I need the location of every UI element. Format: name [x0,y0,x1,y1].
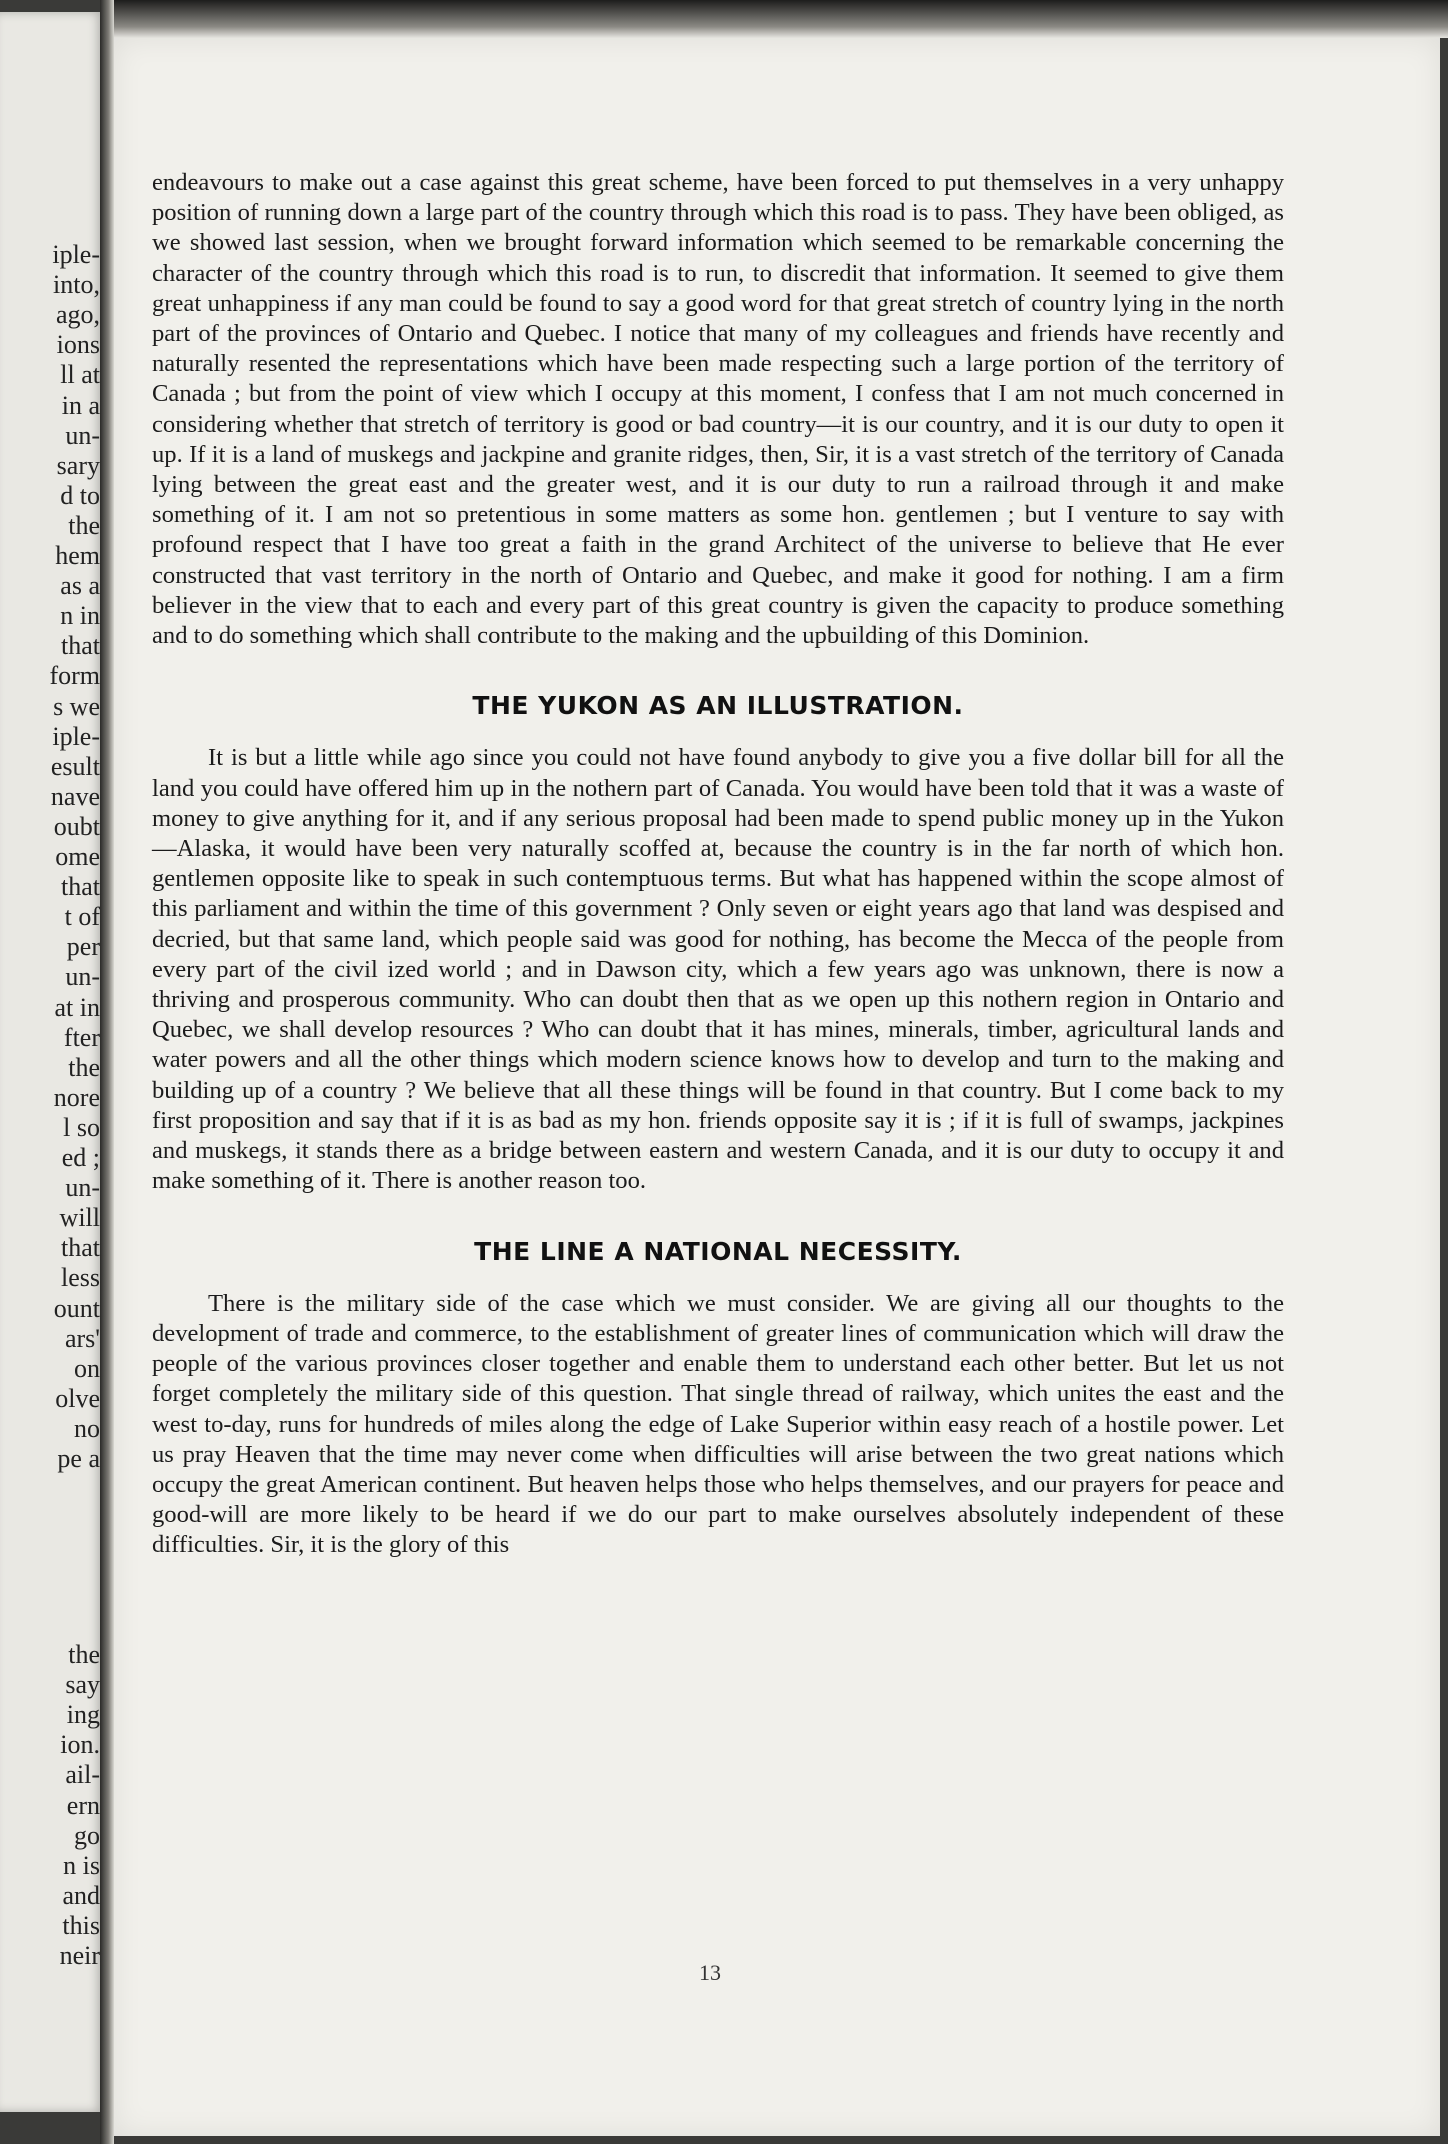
facing-page-fragment: l so [63,1112,100,1142]
facing-page-fragment: less [61,1263,100,1293]
facing-page-fragment: iple- [52,721,100,751]
facing-page-fragment: the [68,1052,100,1082]
facing-page-fragment: form [49,661,100,691]
page-top-edge [100,0,1448,38]
facing-page-fragment: that [61,872,100,902]
facing-page-fragment: ed ; [61,1143,100,1172]
facing-page-fragment: oubt [53,811,100,841]
facing-page-fragment: neir [59,1941,100,1970]
facing-page-fragment: n in [60,601,100,631]
facing-page-fragment: as a [60,571,100,601]
facing-page-fragment: un- [65,962,100,992]
facing-page-fragment: ion. [60,1730,100,1760]
facing-page-fragment: no [74,1413,100,1443]
facing-page-fragment: on [74,1353,100,1383]
facing-page-fragment: the [68,1640,100,1669]
facing-page-fragment: olve [55,1383,100,1413]
facing-page-fragment: nave [50,781,100,811]
facing-page-fragment: that [61,631,100,661]
page-number: 13 [699,1960,721,1985]
facing-page-fragment: ions [56,330,100,360]
facing-page-fragment: sary [56,450,100,480]
facing-page-fragment: this [62,1910,100,1940]
facing-page-fragment: hem [55,541,100,570]
facing-page-fragment: in a [61,390,100,420]
paragraph: endeavours to make out a case against this great scheme, have been forced to put themselves in a very unhappy position of running down a large part of the country through which this road is to pass. They have been obliged, as we showed last session, when we brought forward information which seemed to be remarkable concerning the character of the country through which this road is to run, to discredit that information. It seemed to give them great unhappiness if any man could be found to say a good word for that great stretch of country lying in the north part of the provinces of Ontario and Quebec. I notice that many of my colleagues and friends have recently and naturally resented the representations which have been made respecting such a large portion of the territory of Canada ; but from the point of view which I occupy at this moment, I confess that I am not much concerned in considering whether that stretch of territory is good or bad country—it is our country, and it is our duty to open it up. If it is a land of muskegs and jackpine and granite ridges, then, Sir, it is a vast stretch of the territory of Canada lying between the great east and the greater west, and it is our duty to run a railroad through it and make something of it. I am not so pretentious in some matters as some hon. gentlemen ; but I venture to say with profound respect that I have too great a faith in the grand Architect of the universe to believe that He ever constructed that vast territory in the north of Ontario and Quebec, and make it good for nothing. I am a firm believer in the view that to each and every part of this great country is given the capacity to produce something and to do something which shall contribute to the making and the upbuilding of this Dominion. [152,169,1284,650]
facing-page-fragment: will [59,1203,100,1233]
facing-page-fragment: nore [53,1082,100,1112]
facing-page-fragment: ing [66,1700,100,1730]
facing-page-fragment: un- [65,1173,100,1203]
facing-page-fragment: ount [53,1293,100,1323]
facing-page-fragment: ern [66,1790,100,1820]
section-heading: THE YUKON AS AN ILLUSTRATION. [472,691,964,721]
page-gutter [100,0,114,2144]
facing-page-fragment: ll at [60,360,100,390]
facing-page-fragment: the [68,510,100,540]
facing-page-fragment: that [61,1233,100,1263]
facing-page [0,12,104,2112]
facing-page-fragment: esult [50,751,100,781]
facing-page-fragment: per [66,932,100,962]
facing-page-fragment: s we [53,691,100,721]
paragraph: It is but a little while ago since you could not have found anybody to give you a five dollar bill for all the land you could have offered him up in the nothern part of Canada. You would have been told that it was a waste of money to give anything for it, and if any serious proposal had been made to spend public money up in the Yukon—Alaska, it would have been very naturally scoffed at, because the country is in the far north of which hon. gentlemen opposite like to speak in such contemptuous terms. But what has happened within the scope almost of this parliament and within the time of this government ? Only seven or eight years ago that land was despised and decried, but that same land, which people said was good for nothing, has become the Mecca of the people from every part of the civil ized world ; and in Dawson city, which a few years ago was unknown, there is now a thriving and prosperous community. Who can doubt then that as we open up this nothern region in Ontario and Quebec, we shall develop resources ? Who can doubt that it has mines, minerals, timber, agricultural lands and water powers and all the other things which modern science knows how to develop and turn to the making and building up of a country ? We believe that all these things will be found in that country. But I come back to my first proposition and say that if it is as bad as my hon. friends opposite say it is ; if it is full of swamps, jackpines and muskegs, it stands there as a bridge between eastern and western Canada, and it is our duty to occupy it and make something of it. There is another reason too. [152,744,1284,1195]
paragraph: There is the military side of the case which we must consider. We are giving all our thoughts to the development of trade and commerce, to the establishment of greater lines of communication which will draw the people of the various provinces closer together and enable them to understand each other better. But let us not forget completely the military side of this question. That single thread of railway, which unites the east and the west to-day, runs for hundreds of miles along the edge of Lake Superior within easy reach of a hostile power. Let us pray Heaven that the time may never come when difficulties will arise between the two great nations which occupy the great American continent. But heaven helps those who helps themselves, and our prayers for peace and good-will are more likely to be heard if we do our part to make ourselves absolutely independent of these difficulties. Sir, it is the glory of this [152,1289,1284,1559]
section-heading: THE LINE A NATIONAL NECESSITY. [474,1236,962,1266]
facing-page-fragment: d to [60,480,100,510]
facing-page-fragment: iple- [52,240,100,269]
facing-page-fragment: ago, [55,300,100,330]
facing-page-fragment: ars' [64,1323,100,1353]
facing-page-fragment: ome [55,842,100,871]
facing-page-fragment: t of [64,902,100,932]
facing-page-fragment: n is [63,1850,100,1880]
facing-page-fragment: ail- [65,1760,100,1790]
facing-page-fragment: and [62,1880,100,1910]
facing-page-fragment: at in [54,992,100,1022]
facing-page-fragment: go [74,1820,100,1850]
page-body [152,168,1284,1561]
facing-page-fragment: fter [63,1022,100,1052]
facing-page-fragment: into, [53,270,100,300]
facing-page-fragment: un- [65,420,100,450]
facing-page-fragment: say [65,1670,100,1700]
facing-page-fragment: pe a [57,1444,100,1473]
